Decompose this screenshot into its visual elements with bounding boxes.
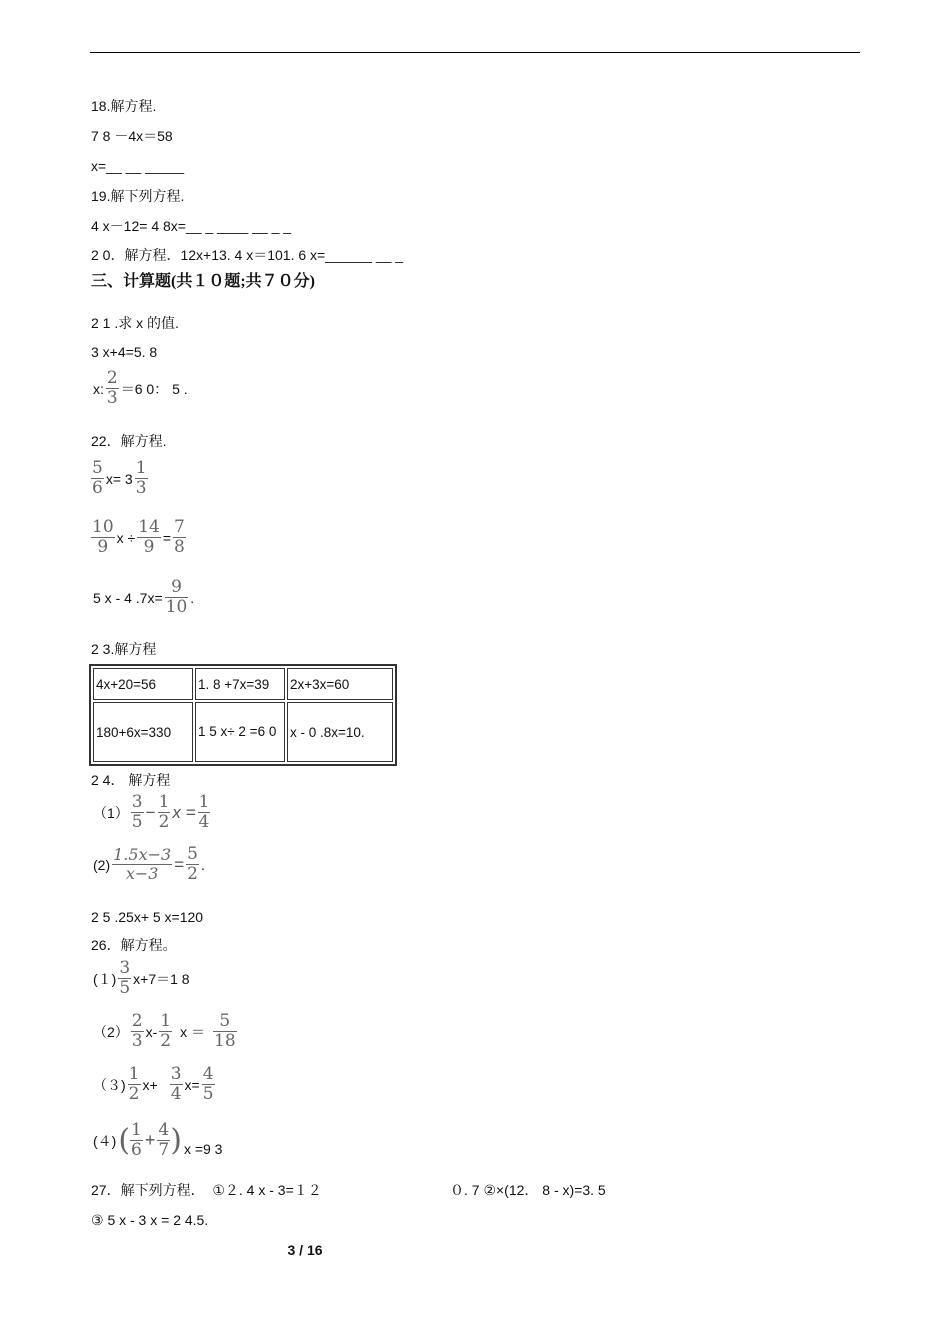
fraction: $\frac{5}{2}$ [187, 844, 198, 884]
q26-p1-label: (１) [93, 970, 117, 987]
q27-line1b: ０. 7 ②×(12． 8 - x)=3. 5 [450, 1182, 606, 1198]
q21-eq2 [91, 370, 190, 407]
fraction: $\frac{14}{9}$ [138, 517, 160, 557]
q19-line: 4 x－12= 4 8x=__ _ ____ __ _ _ [91, 218, 292, 234]
q24-p1-x: x = [172, 802, 196, 822]
fraction: $\frac{5}{18}$ [214, 1011, 236, 1051]
fraction: $\frac{10}{9}$ [92, 517, 114, 557]
q21-eq1: 3 x+4=5. 8 [91, 344, 158, 360]
q23-title: 2 3.解方程 [91, 641, 157, 657]
q26-p4 [91, 1122, 224, 1159]
q24-p2-suffix: . [200, 856, 205, 873]
fraction: $\frac{9}{10}$ [165, 577, 188, 617]
q26-p3-label: （３) [93, 1076, 126, 1093]
q19-title: 19.解下列方程. [91, 188, 185, 204]
fraction: $\frac{1}{2}$ [158, 792, 170, 832]
q26-p2-op: x- [145, 1023, 158, 1040]
equation-table [89, 664, 397, 766]
q22-eq3-prefix: 5 x - 4 .7x= [93, 589, 163, 606]
q26-p1 [91, 960, 192, 997]
q24-p2 [91, 846, 207, 883]
q22-eq3-suffix: . [190, 589, 195, 606]
q22-eq2-op: x ÷ [116, 529, 136, 546]
q18-equation: 7 8 －4x＝58 [91, 128, 173, 144]
fraction: $\frac{3}{4}$ [170, 1064, 182, 1104]
q26-title: 26．解方程。 [91, 937, 177, 953]
fraction: $\frac{1}{2}$ [160, 1011, 172, 1051]
q22-eq1-mid: x= 3 [105, 470, 133, 487]
left-paren: ( [118, 1122, 131, 1158]
q27-line1: 27．解下列方程． ①２. 4 x - 3=１２ [91, 1182, 322, 1198]
q26-p4-label: (４) [93, 1132, 117, 1149]
page-number: 3 / 16 [287, 1242, 323, 1258]
q24-title: 2 4． 解方程 [91, 772, 171, 788]
q22-eq1 [91, 460, 148, 497]
fraction: $\frac{1}{4}$ [198, 792, 210, 832]
section-heading: 三、计算题(共１０题;共７０分) [91, 273, 315, 290]
table-row [93, 702, 393, 762]
q21-title: 2 1 .求 x 的值. [91, 315, 179, 331]
table-cell: x - 0 .8x=10. [287, 702, 393, 762]
q22-eq2-eq: = [162, 529, 172, 546]
right-paren: ) [170, 1122, 182, 1158]
q18-title: 18.解方程. [91, 98, 157, 114]
q26-p2-mid: x ＝ [180, 1023, 206, 1040]
q22-eq2 [91, 519, 186, 556]
q24-p1 [91, 794, 210, 831]
header-rule [90, 52, 860, 53]
fraction: $\frac{5}{6}$ [92, 458, 103, 498]
table-cell: 1 5 x÷ 2 =6 0 [195, 702, 285, 762]
fraction: $\frac{1}{2}$ [128, 1064, 140, 1104]
fraction: $\frac{4}{5}$ [202, 1064, 214, 1104]
table-cell: 4x+20=56 [93, 668, 193, 700]
fraction: $\frac{2}{3}$ [131, 1011, 143, 1051]
q21-eq2-prefix: x: [93, 380, 104, 397]
q26-p2-label: （2） [93, 1023, 129, 1040]
table-cell: 180+6x=330 [93, 702, 193, 762]
equals-sign: = [174, 854, 185, 874]
q26-p3-mid: x= [184, 1076, 200, 1093]
q24-p2-label: (2) [93, 856, 111, 873]
q26-p4-rest: x =9 3 [183, 1140, 223, 1157]
q25-line: 2 5 .25x+ 5 x=120 [91, 909, 204, 925]
q26-p2 [91, 1013, 237, 1050]
fraction: $\frac{2}{3}$ [106, 368, 118, 408]
q26-p1-rest: x+7＝1 8 [133, 970, 190, 987]
q26-p3-op: x+ [142, 1076, 158, 1093]
table-cell: 1. 8 +7x=39 [195, 668, 285, 700]
table-row [93, 668, 393, 700]
fraction: $\frac{1}{3}$ [135, 458, 147, 498]
plus-sign: + [144, 1130, 156, 1150]
minus-sign: − [145, 802, 156, 822]
q20-line: 2 0．解方程．12x+13. 4 x＝101. 6 x=______ __ _ [91, 247, 404, 263]
fraction: $\frac{4}{7}$ [158, 1120, 170, 1160]
fraction: $\frac{3}{5}$ [131, 792, 143, 832]
q26-p3 [91, 1066, 215, 1103]
q22-eq3 [91, 579, 196, 616]
q21-eq2-suffix: ＝6 0： 5 . [120, 380, 188, 397]
q22-title: 22．解方程. [91, 433, 167, 449]
q18-answer: x=__ __ _____ [91, 158, 185, 174]
fraction: $\frac{3}{5}$ [119, 958, 131, 998]
q27-line2: ③ 5 x - 3 x = 2 4.5. [91, 1212, 209, 1228]
fraction: $\frac{7}{8}$ [174, 517, 185, 557]
fraction: $\frac{1.5x-3}{x-3}$ [113, 845, 172, 883]
table-cell: 2x+3x=60 [287, 668, 393, 700]
fraction: $\frac{1}{6}$ [131, 1120, 142, 1160]
q24-p1-label: （1） [93, 804, 129, 821]
